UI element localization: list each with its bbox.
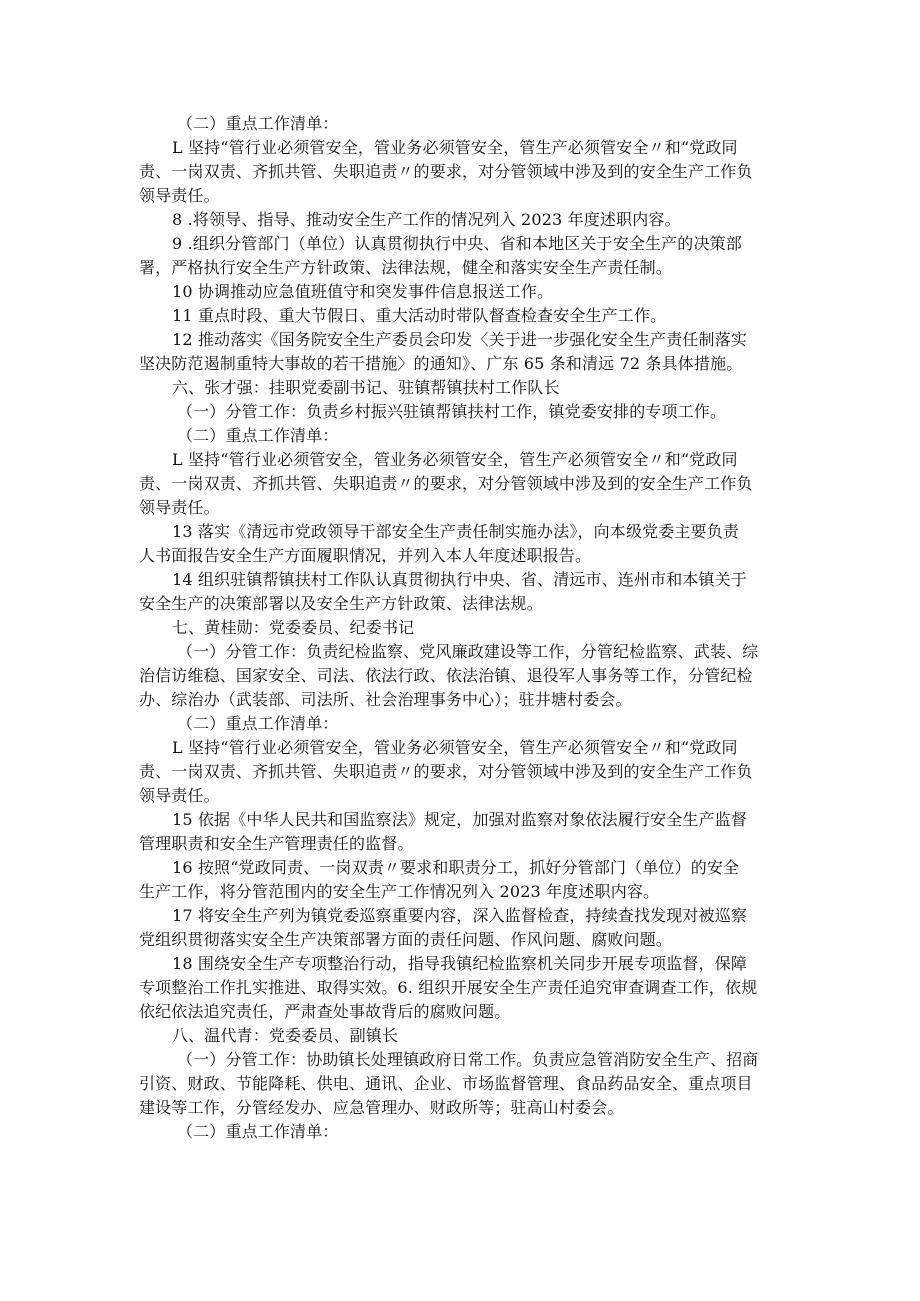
- text-line: 18 围绕安全生产专项整治行动，指导我镇纪检监察机关同步开展专项监督，保障: [172, 954, 747, 973]
- text-line: 管理职责和安全生产管理责任的监督。: [139, 834, 414, 853]
- text-line: 8 .将领导、指导、推动安全生产工作的情况列入 2023 年度述职内容。: [172, 210, 681, 229]
- text-line: 15 依据《中华人民共和国监察法》规定，加强对监察对象依法履行安全生产监督: [172, 810, 747, 829]
- text-line: 16 按照“党政同责、一岗双责〃要求和职责分工，抓好分管部门（单位）的安全: [172, 858, 740, 877]
- document-body: [139, 112, 789, 1144]
- text-line: 领导责任。: [139, 186, 220, 205]
- text-line: 六、张才强：挂职党委副书记、驻镇帮镇扶村工作队长: [172, 378, 560, 397]
- text-line: 引资、财政、节能降耗、供电、通讯、企业、市场监督管理、食品药品安全、重点项目: [139, 1074, 753, 1093]
- text-line: （一）分管工作：负责纪检监察、党风廉政建设等工作，分管纪检监察、武装、综: [177, 642, 759, 661]
- text-line: （二）重点工作清单：: [177, 714, 339, 733]
- text-line: （一）分管工作：协助镇长处理镇政府日常工作。负责应急管消防安全生产、招商: [177, 1050, 759, 1069]
- text-line: 人书面报告安全生产方面履职情况，并列入本人年度述职报告。: [139, 546, 592, 565]
- text-line: （一）分管工作：负责乡村振兴驻镇帮镇扶村工作，镇党委安排的专项工作。: [177, 402, 727, 421]
- text-line: 建设等工作，分管经发办、应急管理办、财政所等；驻高山村委会。: [139, 1098, 624, 1117]
- text-line: （二）重点工作清单：: [177, 426, 339, 445]
- text-line: （二）重点工作清单：: [177, 1122, 339, 1141]
- text-line: 12 推动落实《国务院安全生产委员会印发〈关于进一步强化安全生产责任制落实: [172, 330, 747, 349]
- text-line: L 坚持“管行业必须管安全，管业务必须管安全，管生产必须管安全〃和“党政同: [172, 450, 738, 469]
- text-line: 13 落实《清远市党政领导干部安全生产责任制实施办法》，向本级党委主要负责: [172, 522, 739, 541]
- text-line: 10 协调推动应急值班值守和突发事件信息报送工作。: [172, 282, 554, 301]
- text-line: 11 重点时段、重大节假日、重大活动时带队督查检查安全生产工作。: [172, 306, 667, 325]
- text-line: 七、黄桂勋：党委委员、纪委书记: [172, 618, 415, 637]
- text-line: 9 .组织分管部门（单位）认真贯彻执行中央、省和本地区关于安全生产的决策部: [172, 234, 742, 253]
- text-line: （二）重点工作清单：: [177, 114, 339, 133]
- text-line: 党组织贯彻落实安全生产决策部署方面的责任问题、作风问题、腐败问题。: [139, 930, 672, 949]
- text-line: 办、综治办（武装部、司法所、社会治理事务中心）；驻井塘村委会。: [139, 690, 632, 709]
- text-line: 责、一岗双责、齐抓共管、失职追责〃的要求，对分管领域中涉及到的安全生产工作负: [139, 474, 753, 493]
- text-line: 14 组织驻镇帮镇扶村工作队认真贯彻执行中央、省、清远市、连州市和本镇关于: [172, 570, 747, 589]
- text-line: 八、温代青：党委委员、副镇长: [172, 1026, 399, 1045]
- text-line: 依纪依法追究责任，严肃查处事故背后的腐败问题。: [139, 1002, 511, 1021]
- text-line: 生产工作，将分管范围内的安全生产工作情况列入 2023 年度述职内容。: [139, 882, 660, 901]
- text-line: 领导责任。: [139, 498, 220, 517]
- text-line: 责、一岗双责、齐抓共管、失职追责〃的要求，对分管领域中涉及到的安全生产工作负: [139, 762, 753, 781]
- text-line: 17 将安全生产列为镇党委巡察重要内容，深入监督检查，持续查找发现对被巡察: [172, 906, 747, 925]
- text-line: L 坚持“管行业必须管安全，管业务必须管安全，管生产必须管安全〃和“党政同: [172, 738, 738, 757]
- text-line: 坚决防范遏制重特大事故的若干措施〉的通知》、广东 65 条和清远 72 条具体措施。: [139, 354, 743, 373]
- text-line: 治信访维稳、国家安全、司法、依法行政、依法治镇、退役军人事务等工作，分管纪检: [139, 666, 753, 685]
- text-line: 专项整治工作扎实推进、取得实效。6. 组织开展安全生产责任追究审查调查工作，依规: [139, 978, 758, 997]
- text-line: 领导责任。: [139, 786, 220, 805]
- text-line: 安全生产的决策部署以及安全生产方针政策、法律法规。: [139, 594, 543, 613]
- text-line: 责、一岗双责、齐抓共管、失职追责〃的要求，对分管领域中涉及到的安全生产工作负: [139, 162, 753, 181]
- text-line: 署，严格执行安全生产方针政策、法律法规，健全和落实安全生产责任制。: [139, 258, 672, 277]
- text-line: L 坚持“管行业必须管安全，管业务必须管安全，管生产必须管安全〃和“党政同: [172, 138, 738, 157]
